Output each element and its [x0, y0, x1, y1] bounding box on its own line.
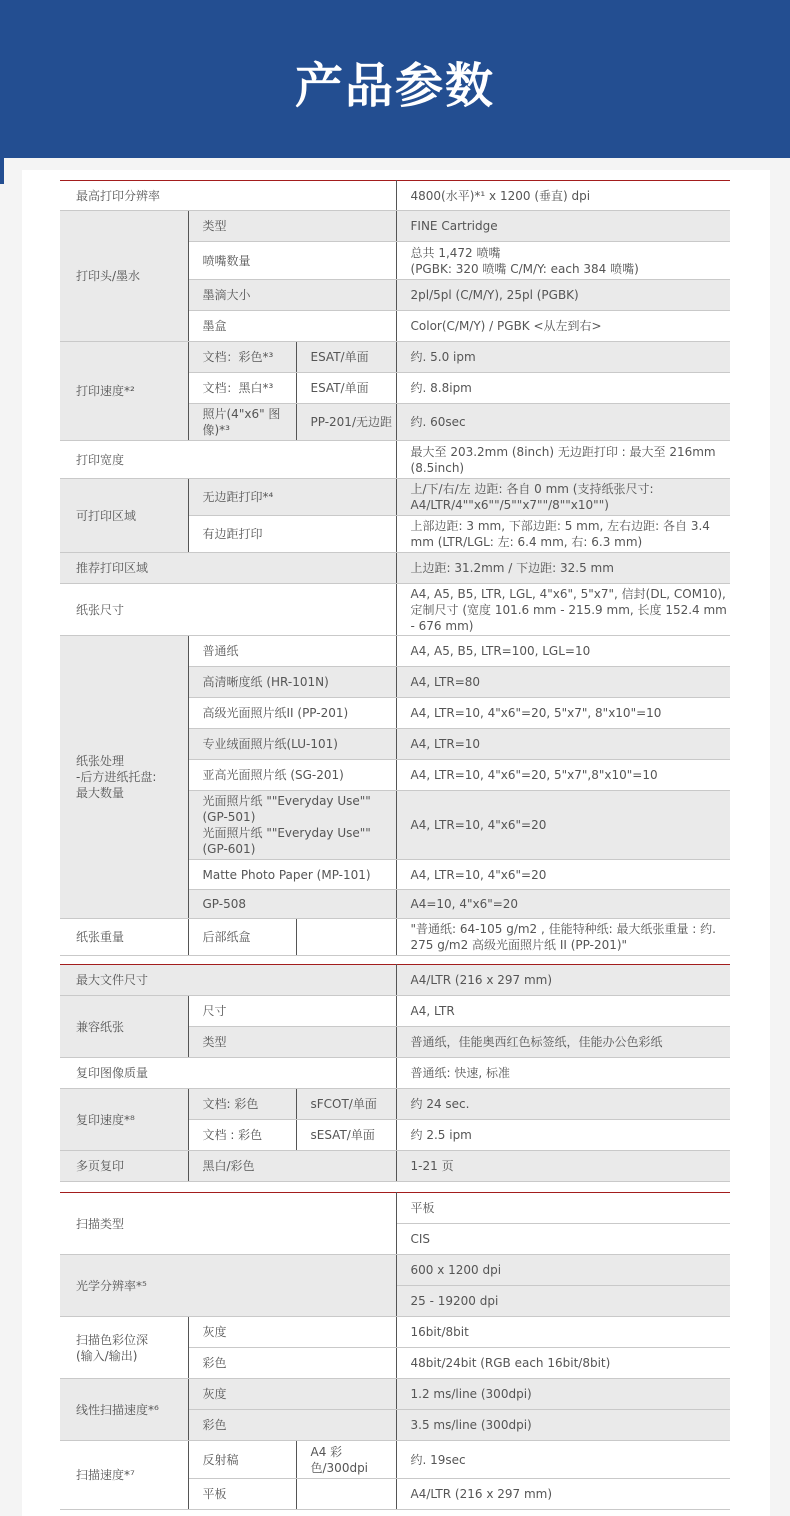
bordered-value: 上部边距: 3 mm, 下部边距: 5 mm, 左右边距: 各自 3.4 mm (LTR/LGL: 左: 6.4 mm, 右: 6.3 mm): [396, 516, 730, 553]
copy-quality-value: 普通纸: 快速, 标准: [396, 1058, 730, 1089]
compat-paper-label: 兼容纸张: [60, 996, 188, 1058]
paper-row-value: A4, LTR=10, 4"x6"=20, 5"x7", 8"x10"=10: [396, 698, 730, 729]
cartridge-label: 墨盒: [188, 311, 396, 342]
paper-row-label: 光面照片纸 ""Everyday Use"" (GP-501) 光面照片纸 ""Everyday Use"" (GP-601): [188, 791, 396, 860]
compat-size-value: A4, LTR: [396, 996, 730, 1027]
depth-gray-label: 灰度: [188, 1317, 396, 1348]
flatbed-label: 平板: [188, 1479, 296, 1510]
recommended-area-value: 上边距: 31.2mm / 下边距: 32.5 mm: [396, 553, 730, 584]
line-gray-value: 1.2 ms/line (300dpi): [396, 1379, 730, 1410]
borderless-label: 无边距打印*⁴: [188, 479, 396, 516]
max-resolution-value: 4800(水平)*¹ x 1200 (垂直) dpi: [396, 181, 730, 211]
optical-res-label: 光学分辨率*⁵: [60, 1255, 396, 1317]
speed-doc-color-label: 文档：彩色*³: [188, 342, 296, 373]
paper-row-label: 亚高光面照片纸 (SG-201): [188, 760, 396, 791]
paper-row-value: A4, LTR=80: [396, 667, 730, 698]
depth-gray-value: 16bit/8bit: [396, 1317, 730, 1348]
copy-esat-label: 文档 : 彩色: [188, 1120, 296, 1151]
max-doc-label: 最大文件尺寸: [60, 965, 396, 996]
speed-photo-label: 照片(4"x6" 图像)*³: [188, 404, 296, 441]
copy-esat-value: 约 2.5 ipm: [396, 1120, 730, 1151]
paper-handling-label-line2: -后方进纸托盘:: [76, 770, 157, 784]
multi-copy-label: 多页复印: [60, 1151, 188, 1182]
line-color-label: 彩色: [188, 1410, 396, 1441]
reflective-label: 反射稿: [188, 1441, 296, 1479]
scan-type-value-2: CIS: [396, 1224, 730, 1255]
copy-esat-mode: sESAT/单面: [296, 1120, 396, 1151]
print-width-label: 打印宽度: [60, 441, 396, 479]
flatbed-value: A4/LTR (216 x 297 mm): [396, 1479, 730, 1510]
depth-color-label: 彩色: [188, 1348, 396, 1379]
scan-type-label: 扫描类型: [60, 1193, 396, 1255]
paper-row-label: GP-508: [188, 890, 396, 919]
reflective-value: 约. 19sec: [396, 1441, 730, 1479]
paper-weight-empty: [296, 919, 396, 956]
paper-handling-label-line3: 最大数量: [76, 786, 125, 800]
paper-row-value: A4, A5, B5, LTR=100, LGL=10: [396, 636, 730, 667]
cartridge-value: Color(C/M/Y) / PGBK <从左到右>: [396, 311, 730, 342]
speed-doc-black-mode: ESAT/单面: [296, 373, 396, 404]
copy-quality-label: 复印图像质量: [60, 1058, 396, 1089]
paper-row-label: 高级光面照片纸II (PP-201): [188, 698, 396, 729]
header-edge-mark: [0, 158, 4, 184]
recommended-area-label: 推荐打印区域: [60, 553, 396, 584]
paper-size-value: A4, A5, B5, LTR, LGL, 4"x6", 5"x7", 信封(DL, COM10), 定制尺寸 (宽度 101.6 mm - 215.9 mm, 长度 152.4 mm - 676 mm): [396, 584, 730, 636]
print-width-value: 最大至 203.2mm (8inch) 无边距打印 : 最大至 216mm (8.5inch): [396, 441, 730, 479]
print-head-label: 打印头/墨水: [60, 211, 188, 342]
max-doc-value: A4/LTR (216 x 297 mm): [396, 965, 730, 996]
nozzle-value-line1: 总共 1,472 喷嘴: [410, 245, 501, 260]
borderless-value: 上/下/右/左 边距: 各自 0 mm (支持纸张尺寸: A4/LTR/4""x6""/5""x7""/8""x10""): [396, 479, 730, 516]
multi-copy-value: 1-21 页: [396, 1151, 730, 1182]
color-depth-label-line1: 扫描色彩位深: [76, 1332, 149, 1347]
speed-photo-value: 约. 60sec: [396, 404, 730, 441]
paper-weight-sub: 后部纸盒: [188, 919, 296, 956]
head-type-value: FINE Cartridge: [396, 211, 730, 242]
max-resolution-label: 最高打印分辨率: [60, 181, 396, 211]
droplet-value: 2pl/5pl (C/M/Y), 25pl (PGBK): [396, 280, 730, 311]
speed-doc-black-label: 文档：黑白*³: [188, 373, 296, 404]
paper-row-value: A4, LTR=10, 4"x6"=20: [396, 791, 730, 860]
paper-weight-label: 纸张重量: [60, 919, 188, 956]
scan-spec-table: [60, 1192, 730, 1510]
multi-copy-sub: 黑白/彩色: [188, 1151, 396, 1182]
droplet-label: 墨滴大小: [188, 280, 396, 311]
copy-fcot-label: 文档: 彩色: [188, 1089, 296, 1120]
paper-handling-label: [60, 636, 188, 919]
paper-row-value: A4, LTR=10, 4"x6"=20: [396, 860, 730, 890]
printer-spec-table: [60, 180, 730, 956]
bordered-label: 有边距打印: [188, 516, 396, 553]
page-title: 产品参数: [294, 58, 495, 114]
paper-row-label: Matte Photo Paper (MP-101): [188, 860, 396, 890]
paper-size-label: 纸张尺寸: [60, 584, 396, 636]
nozzle-value: [396, 242, 730, 280]
speed-doc-color-value: 约. 5.0 ipm: [396, 342, 730, 373]
scan-speed-label: 扫描速度*⁷: [60, 1441, 188, 1510]
speed-doc-color-mode: ESAT/单面: [296, 342, 396, 373]
paper-weight-value: "普通纸: 64-105 g/m2 , 佳能特种纸: 最大纸张重量 : 约. 275 g/m2 高级光面照片纸 II (PP-201)": [396, 919, 730, 956]
speed-doc-black-value: 约. 8.8ipm: [396, 373, 730, 404]
copy-fcot-value: 约 24 sec.: [396, 1089, 730, 1120]
speed-photo-mode: PP-201/无边距: [296, 404, 396, 441]
line-speed-label: 线性扫描速度*⁶: [60, 1379, 188, 1441]
flatbed-empty: [296, 1479, 396, 1510]
paper-row-value: A4=10, 4"x6"=20: [396, 890, 730, 919]
paper-row-label: 专业绒面照片纸(LU-101): [188, 729, 396, 760]
copy-spec-table: [60, 964, 730, 1182]
line-gray-label: 灰度: [188, 1379, 396, 1410]
printable-area-label: 可打印区域: [60, 479, 188, 553]
nozzle-value-line2: (PGBK: 320 喷嘴 C/M/Y: each 384 喷嘴): [410, 261, 639, 276]
compat-type-value: 普通纸，佳能奥西红色标签纸，佳能办公色彩纸: [396, 1027, 730, 1058]
page-header: [0, 0, 790, 158]
print-speed-label: 打印速度*²: [60, 342, 188, 441]
paper-row-value: A4, LTR=10, 4"x6"=20, 5"x7",8"x10"=10: [396, 760, 730, 791]
copy-fcot-mode: sFCOT/单面: [296, 1089, 396, 1120]
paper-row-label: 高清晰度纸 (HR-101N): [188, 667, 396, 698]
color-depth-label: [60, 1317, 188, 1379]
depth-color-value: 48bit/24bit (RGB each 16bit/8bit): [396, 1348, 730, 1379]
scan-type-value-1: 平板: [396, 1193, 730, 1224]
color-depth-label-line2: (输入/输出): [76, 1348, 138, 1363]
paper-row-label: 普通纸: [188, 636, 396, 667]
optical-res-value-2: 25 - 19200 dpi: [396, 1286, 730, 1317]
head-type-label: 类型: [188, 211, 396, 242]
reflective-mode: A4 彩色/300dpi: [296, 1441, 396, 1479]
paper-handling-label-line1: 纸张处理: [76, 754, 125, 768]
paper-row-value: A4, LTR=10: [396, 729, 730, 760]
compat-type-label: 类型: [188, 1027, 396, 1058]
copy-speed-label: 复印速度*⁸: [60, 1089, 188, 1151]
line-color-value: 3.5 ms/line (300dpi): [396, 1410, 730, 1441]
optical-res-value-1: 600 x 1200 dpi: [396, 1255, 730, 1286]
compat-size-label: 尺寸: [188, 996, 396, 1027]
nozzle-label: 喷嘴数量: [188, 242, 396, 280]
